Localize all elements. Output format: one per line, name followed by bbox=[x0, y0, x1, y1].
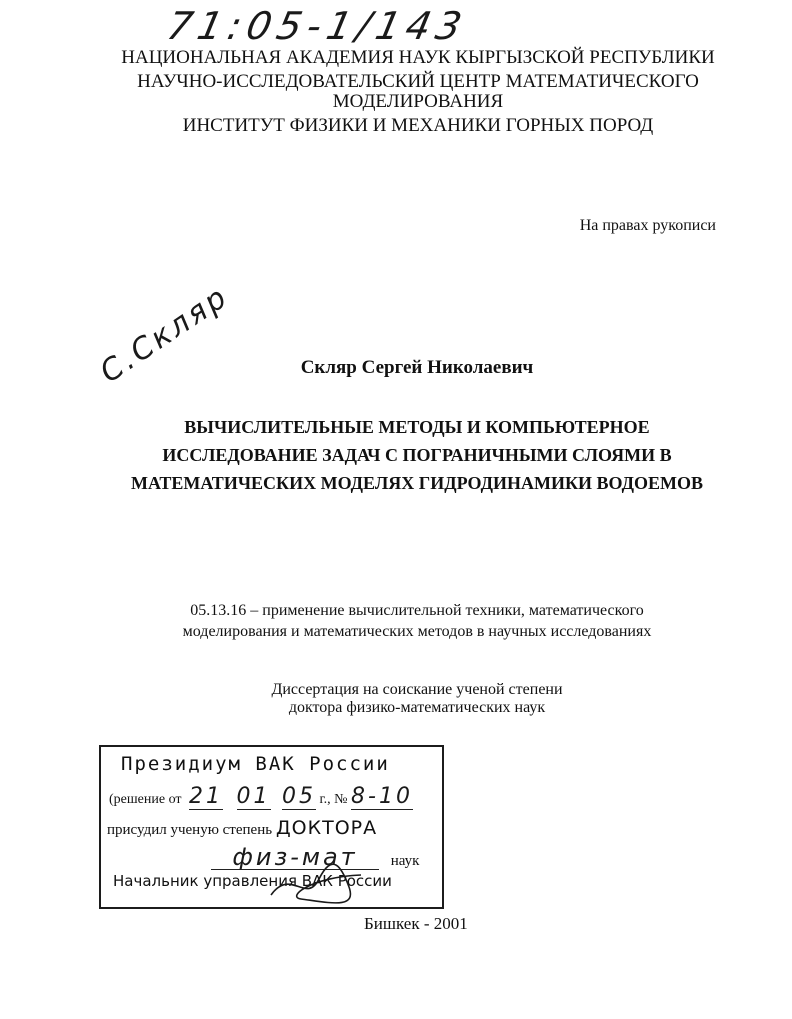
header-line-1: НАЦИОНАЛЬНАЯ АКАДЕМИЯ НАУК КЫРГЫЗСКОЙ РЕСПУБЛИКИ bbox=[121, 47, 715, 68]
stamp-title: Президиум ВАК России bbox=[121, 753, 390, 775]
stamp-awarded-line bbox=[107, 817, 377, 841]
stamp-month: 01 bbox=[236, 784, 271, 809]
stamp-year-suffix: г., № bbox=[319, 792, 348, 807]
rights-note: На правах рукописи bbox=[579, 217, 716, 234]
degree-line-2: доктора физико-математических наук bbox=[288, 699, 546, 716]
header-line-4: ИНСТИТУТ ФИЗИКИ И МЕХАНИКИ ГОРНЫХ ПОРОД bbox=[182, 115, 654, 136]
specialty-line-1: 05.13.16 – применение вычислительной техники, математического bbox=[190, 602, 644, 619]
stamp-year: 05 bbox=[282, 784, 317, 809]
stamp-awarded-prefix: присудил ученую степень bbox=[107, 822, 273, 838]
stamp-field-suffix: наук bbox=[390, 853, 420, 869]
handwritten-archive-code: 71:05-1/143 bbox=[163, 4, 472, 48]
stamp-number: 8-10 bbox=[351, 784, 413, 809]
author-name: Скляр Сергей Николаевич bbox=[300, 357, 534, 378]
footer-city-year: Бишкек - 2001 bbox=[364, 914, 468, 933]
stamp-day: 21 bbox=[189, 784, 224, 809]
stamp-decision-prefix: (решение от bbox=[109, 792, 182, 807]
stamp-decision-line bbox=[109, 784, 413, 810]
handwritten-margin-signature: С.Скляр bbox=[93, 278, 236, 391]
vak-stamp bbox=[99, 745, 444, 909]
stamp-field: физ-мат bbox=[211, 845, 379, 870]
title-line-3: МАТЕМАТИЧЕСКИХ МОДЕЛЯХ ГИДРОДИНАМИКИ ВОДОЕМОВ bbox=[130, 473, 703, 493]
stamp-signature bbox=[261, 857, 371, 907]
degree-line-1: Диссертация на соискание ученой степени bbox=[271, 681, 563, 698]
title-line-2: ИССЛЕДОВАНИЕ ЗАДАЧ С ПОГРАНИЧНЫМИ СЛОЯМИ В bbox=[162, 445, 672, 465]
stamp-degree-word: ДОКТОРА bbox=[275, 817, 378, 839]
header-line-3: МОДЕЛИРОВАНИЯ bbox=[332, 91, 504, 112]
stamp-official: Начальник управления ВАК России bbox=[113, 872, 392, 890]
title-line-1: ВЫЧИСЛИТЕЛЬНЫЕ МЕТОДЫ И КОМПЬЮТЕРНОЕ bbox=[184, 417, 650, 437]
specialty-line-2: моделирования и математических методов в научных исследованиях bbox=[182, 623, 652, 640]
header-line-2: НАУЧНО-ИССЛЕДОВАТЕЛЬСКИЙ ЦЕНТР МАТЕМАТИЧЕСКОГО bbox=[137, 71, 699, 92]
